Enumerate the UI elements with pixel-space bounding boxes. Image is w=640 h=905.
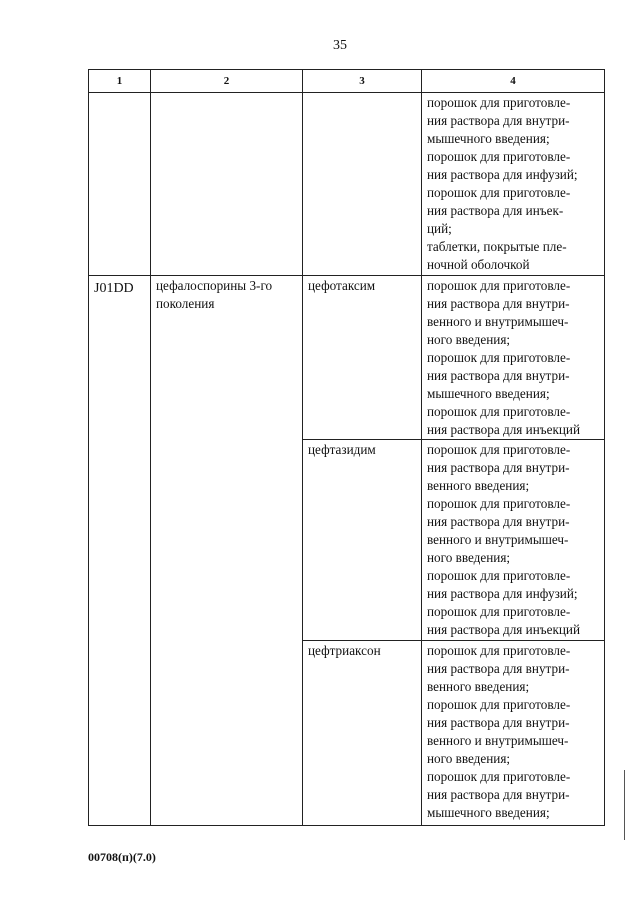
column-header-3: 3 bbox=[303, 70, 422, 93]
group-cell: цефалоспорины 3-го поколения bbox=[151, 276, 303, 826]
page-number: 35 bbox=[333, 38, 347, 53]
atc-code-cell bbox=[89, 93, 151, 276]
dosage-forms-cell: порошок для приготовле- ния раствора для внутри- мышечного введения; порошок для приготовле- ния раствора для инфузий; порошок для приготовле- ния раствора для инъек- ций; таблетки, покрытые пле- ночной оболочкой bbox=[422, 93, 605, 276]
dosage-forms-cell: порошок для приготовле- ния раствора для внутри- венного введения; порошок для приготовле- ния раствора для внутри- венного и внутримышеч- ного введения; порошок для приготовле- ния раствора для инфузий; порошок для приготовле- ния раствора для инъекций bbox=[422, 440, 605, 641]
atc-code-cell: J01DD bbox=[89, 276, 151, 826]
drug-cell: цефотаксим bbox=[303, 276, 422, 440]
dosage-forms-cell: порошок для приготовле- ния раствора для внутри- венного и внутримышеч- ного введения; порошок для приготовле- ния раствора для внутри- мышечного введения; порошок для приготовле- ния раствора для инъекций bbox=[422, 276, 605, 440]
drug-cell: цефтазидим bbox=[303, 440, 422, 641]
column-header-4: 4 bbox=[422, 70, 605, 93]
scan-margin-line bbox=[624, 770, 625, 840]
table-row bbox=[89, 93, 605, 276]
dosage-forms-cell: порошок для приготовле- ния раствора для внутри- венного введения; порошок для приготовле- ния раствора для внутри- венного и внутримышеч- ного введения; порошок для приготовле- ния раствора для внутри- мышечного введения; bbox=[422, 641, 605, 826]
column-header-2: 2 bbox=[151, 70, 303, 93]
group-cell bbox=[151, 93, 303, 276]
drug-cell: цефтриаксон bbox=[303, 641, 422, 826]
column-header-1: 1 bbox=[89, 70, 151, 93]
drug-cell bbox=[303, 93, 422, 276]
table-row bbox=[89, 276, 605, 440]
document-footer-code: 00708(п)(7.0) bbox=[88, 850, 156, 864]
medication-table bbox=[88, 69, 605, 826]
table-header-row bbox=[89, 70, 605, 93]
